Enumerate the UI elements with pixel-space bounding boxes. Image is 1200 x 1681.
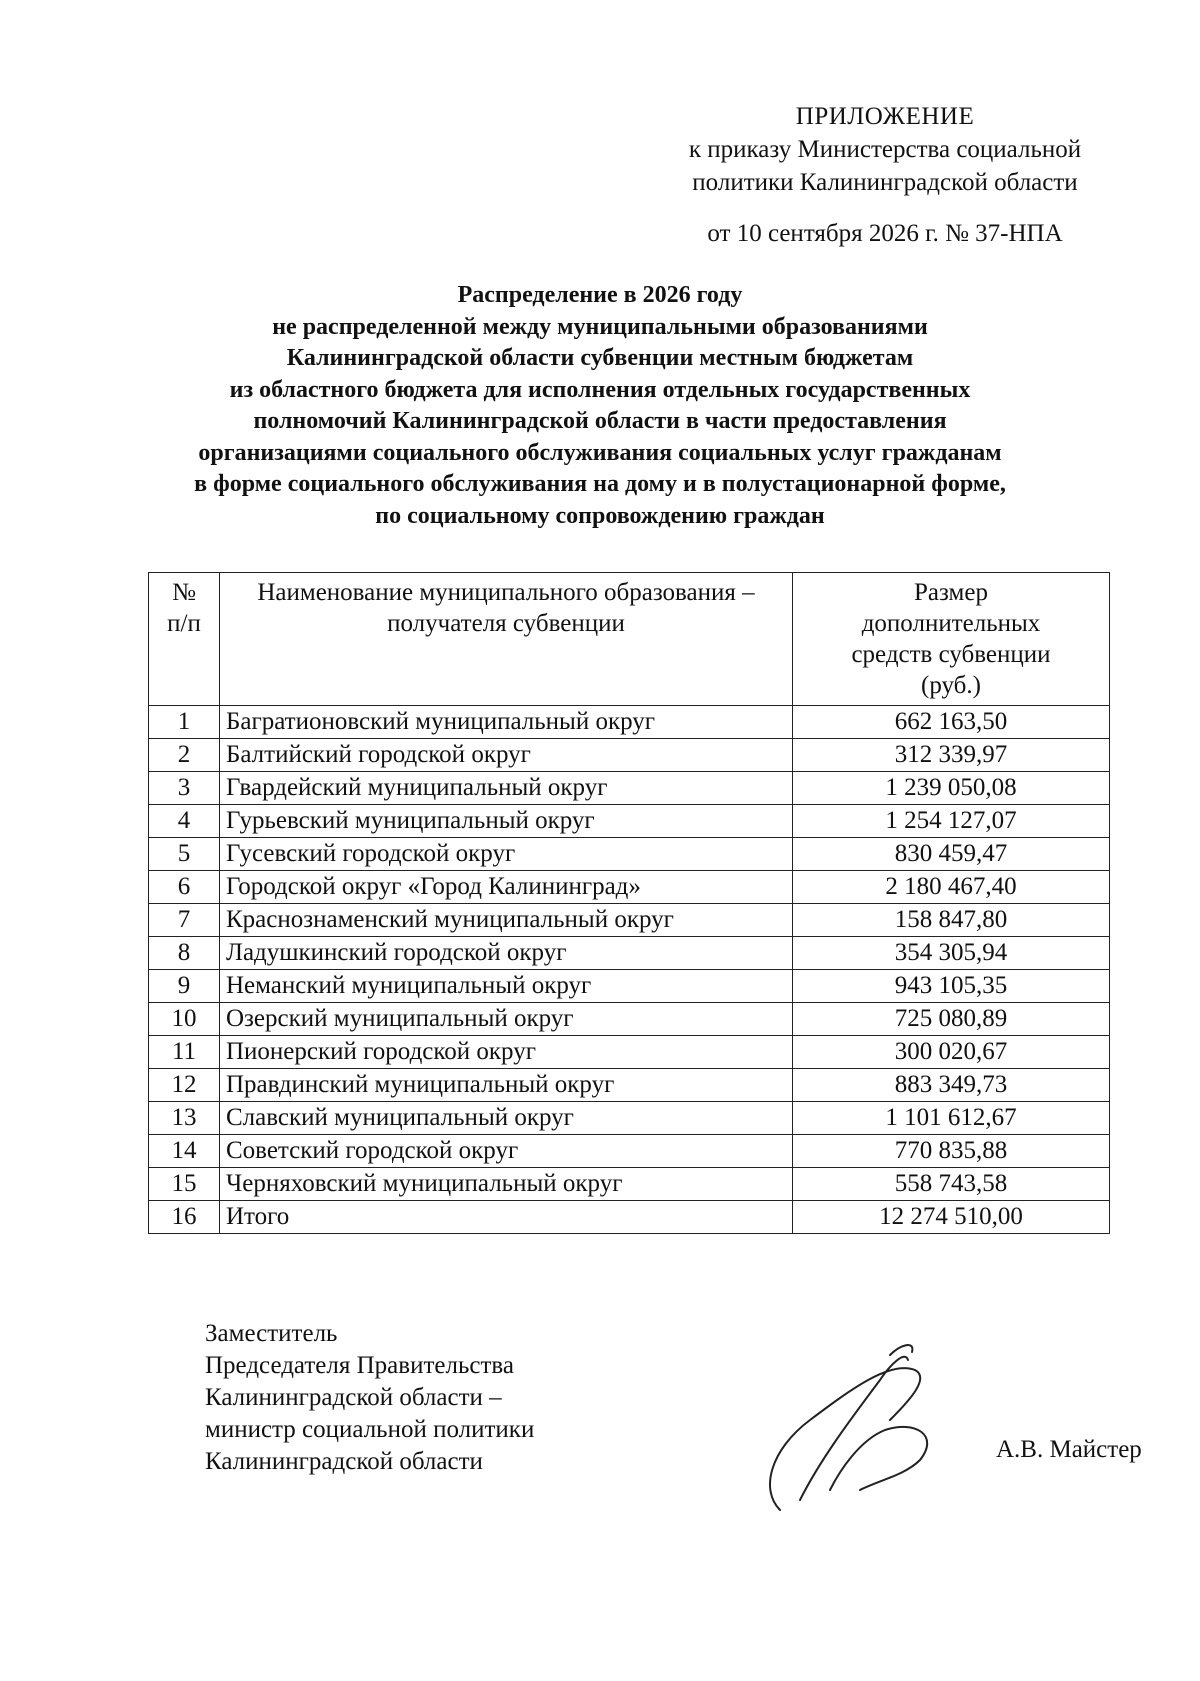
- row-amount: 354 305,94: [793, 937, 1110, 970]
- header-amount-line: средств субвенции: [851, 641, 1051, 668]
- header-number: [149, 573, 220, 706]
- handwritten-signature: [740, 1340, 960, 1520]
- row-amount: 770 835,88: [793, 1135, 1110, 1168]
- row-amount: 725 080,89: [793, 1003, 1110, 1036]
- row-number: 4: [149, 805, 220, 838]
- table-row: [149, 937, 1110, 970]
- table-row: [149, 970, 1110, 1003]
- row-number: 1: [149, 706, 220, 739]
- row-amount: 12 274 510,00: [793, 1201, 1110, 1234]
- row-amount: 1 239 050,08: [793, 772, 1110, 805]
- table-header-row: [149, 573, 1110, 706]
- row-amount: 883 349,73: [793, 1069, 1110, 1102]
- header-municipality-line: Наименование муниципального образования –: [257, 579, 755, 606]
- position-line: Калининградской области: [205, 1448, 483, 1475]
- row-municipality: Озерский муниципальный округ: [220, 1003, 793, 1036]
- table-row: [149, 706, 1110, 739]
- subvention-table: [148, 572, 1110, 1234]
- row-municipality: Краснознаменский муниципальный округ: [220, 904, 793, 937]
- row-amount: 300 020,67: [793, 1036, 1110, 1069]
- position-line: Председателя Правительства: [205, 1352, 514, 1379]
- row-amount: 1 101 612,67: [793, 1102, 1110, 1135]
- row-municipality: Гусевский городской округ: [220, 838, 793, 871]
- row-number: 12: [149, 1069, 220, 1102]
- row-number: 13: [149, 1102, 220, 1135]
- row-municipality: Балтийский городской округ: [220, 739, 793, 772]
- title-line: из областного бюджета для исполнения отдельных государственных: [229, 376, 971, 403]
- row-municipality: Гурьевский муниципальный округ: [220, 805, 793, 838]
- table-row: [149, 1069, 1110, 1102]
- row-number: 14: [149, 1135, 220, 1168]
- row-amount: 943 105,35: [793, 970, 1110, 1003]
- header-amount: [793, 573, 1110, 706]
- header-municipality-line: получателя субвенции: [387, 610, 625, 637]
- title-line: по социальному сопровождению граждан: [375, 502, 825, 529]
- header-municipality: [220, 573, 793, 706]
- header-amount-line: Размер: [914, 579, 988, 606]
- table-row: [149, 904, 1110, 937]
- row-municipality: Правдинский муниципальный округ: [220, 1069, 793, 1102]
- title-line: организациями социального обслуживания социальных услуг гражданам: [198, 439, 1002, 466]
- position-line: министр социальной политики: [205, 1416, 535, 1443]
- row-number: 11: [149, 1036, 220, 1069]
- title-line: в форме социального обслуживания на дому и в полустационарной форме,: [194, 471, 1006, 497]
- row-number: 2: [149, 739, 220, 772]
- row-amount: 312 339,97: [793, 739, 1110, 772]
- row-number: 3: [149, 772, 220, 805]
- position-line: Заместитель: [205, 1320, 338, 1347]
- row-municipality: Черняховский муниципальный округ: [220, 1168, 793, 1201]
- table-row: [149, 1102, 1110, 1135]
- row-number: 10: [149, 1003, 220, 1036]
- table-row: [149, 739, 1110, 772]
- row-number: 5: [149, 838, 220, 871]
- row-municipality: Ладушкинский городской округ: [220, 937, 793, 970]
- row-municipality: Городской округ «Город Калининград»: [220, 871, 793, 904]
- header-amount-line: дополнительных: [861, 610, 1041, 637]
- header-number-line: №: [172, 579, 196, 606]
- appendix-heading: ПРИЛОЖЕНИЕ: [795, 103, 975, 130]
- row-municipality: Советский городской округ: [220, 1135, 793, 1168]
- table-row: [149, 805, 1110, 838]
- row-municipality: Славский муниципальный округ: [220, 1102, 793, 1135]
- appendix-line-2: политики Калининградской области: [692, 169, 1078, 196]
- table-row: [149, 871, 1110, 904]
- appendix-line-1: к приказу Министерства социальной: [688, 136, 1082, 163]
- row-amount: 662 163,50: [793, 706, 1110, 739]
- row-number: 7: [149, 904, 220, 937]
- signatory-position: [205, 1318, 534, 1478]
- row-amount: 558 743,58: [793, 1168, 1110, 1201]
- row-municipality: Багратионовский муниципальный округ: [220, 706, 793, 739]
- row-number: 9: [149, 970, 220, 1003]
- title-line: Калининградской области субвенции местным бюджетам: [286, 345, 914, 371]
- header-amount-line: (руб.): [921, 672, 981, 699]
- row-municipality: Пионерский городской округ: [220, 1036, 793, 1069]
- order-reference: от 10 сентября 2026 г. № 37-НПА: [707, 220, 1063, 247]
- appendix-block: [650, 100, 1120, 250]
- position-line: Калининградской области –: [205, 1384, 502, 1411]
- document-title: [140, 280, 1060, 532]
- table-row: [149, 1135, 1110, 1168]
- row-municipality: Гвардейский муниципальный округ: [220, 772, 793, 805]
- row-municipality: Итого: [220, 1201, 793, 1234]
- row-number: 8: [149, 937, 220, 970]
- row-number: 15: [149, 1168, 220, 1201]
- signatory-name: А.В. Майстер: [996, 1436, 1142, 1463]
- row-amount: 830 459,47: [793, 838, 1110, 871]
- table-row: [149, 1036, 1110, 1069]
- table-row: [149, 1168, 1110, 1201]
- row-municipality: Неманский муниципальный округ: [220, 970, 793, 1003]
- table-total-row: [149, 1201, 1110, 1234]
- title-line: не распределенной между муниципальными образованиями: [272, 313, 928, 340]
- row-amount: 1 254 127,07: [793, 805, 1110, 838]
- header-number-line: п/п: [167, 610, 201, 637]
- table-row: [149, 838, 1110, 871]
- title-line: Распределение в 2026 году: [457, 282, 743, 308]
- table-row: [149, 1003, 1110, 1036]
- row-amount: 158 847,80: [793, 904, 1110, 937]
- row-amount: 2 180 467,40: [793, 871, 1110, 904]
- row-number: 6: [149, 871, 220, 904]
- table-row: [149, 772, 1110, 805]
- row-number: 16: [149, 1201, 220, 1234]
- title-line: полномочий Калининградской области в части предоставления: [253, 408, 947, 434]
